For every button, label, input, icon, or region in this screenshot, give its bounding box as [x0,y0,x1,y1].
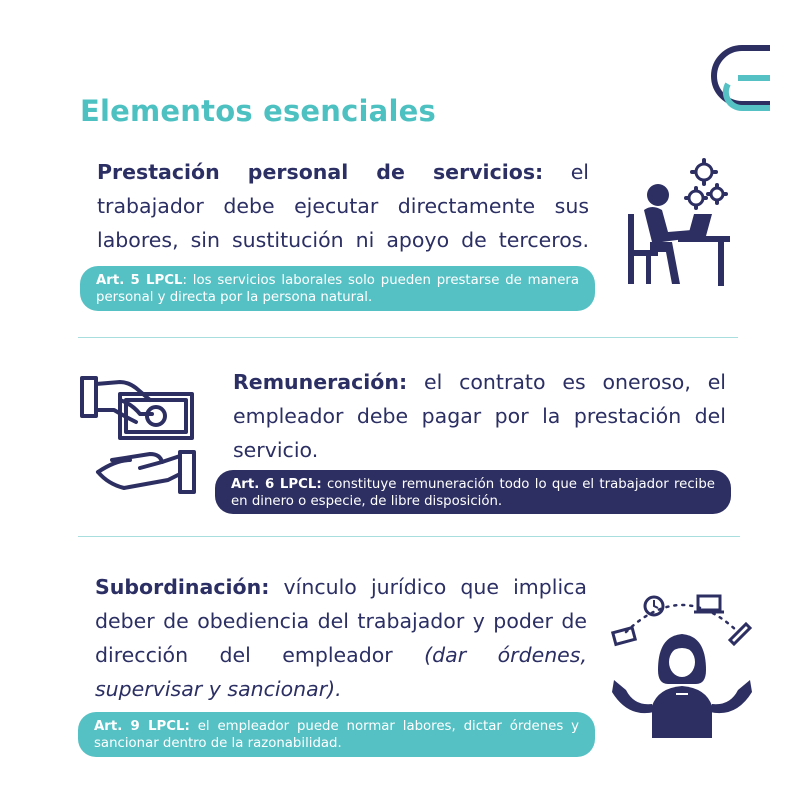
section-heading: Subordinación: [95,575,270,599]
section-divider [78,337,738,338]
woman-juggling-tasks-icon [608,588,756,738]
article-text: constituye remuneración todo lo que el trabajador recibe en dinero o especie, de libre disposición. [231,477,715,509]
section-body: vínculo jurídico que implica deber de obediencia del trabajador y poder de dirección del empleador [95,575,587,667]
article-text: : los servicios laborales solo pueden prestarse de manera personal y directa por la persona natural. [96,273,579,305]
article-ref: Art. 5 LPCL [96,273,183,288]
article-callout [78,712,595,757]
worker-at-desk-with-gears-icon [622,158,732,293]
section-body-italic: (dar órdenes, supervisar y sancionar). [95,643,587,701]
article-text: el empleador puede normar labores, dictar órdenes y sancionar dentro de la razonabilidad. [94,719,579,751]
section-prestacion-text [97,155,589,257]
section-heading: Prestación personal de servicios: [97,160,544,184]
section-body: el trabajador debe ejecutar directamente sus labores, sin sustitución ni apoyo de terceros. [97,160,589,252]
hand-giving-money-icon [80,376,200,498]
section-body: el contrato es oneroso, el empleador debe pagar por la prestación del servicio. [233,370,726,462]
section-subordinacion-text [95,570,587,706]
page-title: Elementos esenciales [80,94,436,128]
section-divider [78,536,740,537]
section-heading: Remuneración: [233,370,408,394]
section-remuneracion-text [233,365,726,467]
article-callout [215,470,731,514]
article-callout [80,266,595,311]
article-ref: Art. 6 LPCL: [231,477,322,492]
brand-logo-icon [708,40,774,116]
article-ref: Art. 9 LPCL: [94,719,190,734]
